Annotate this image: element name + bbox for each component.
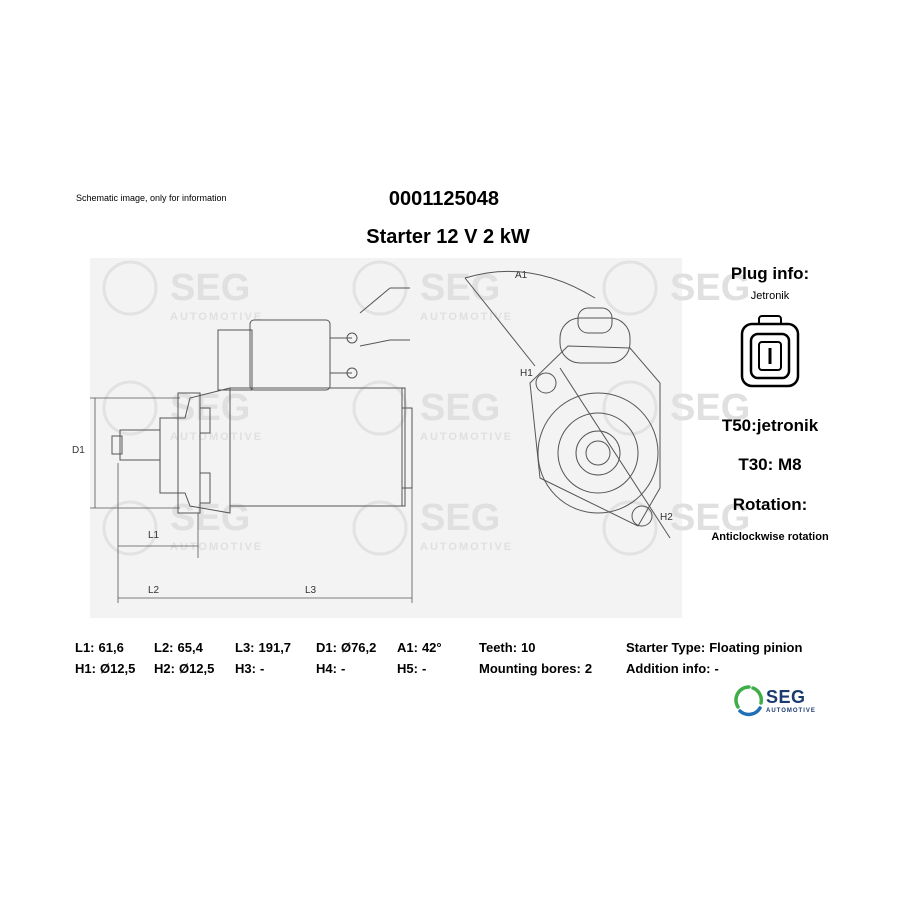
part-number (0, 188, 900, 211)
spec-mounting-bores (479, 661, 592, 676)
label-l3: L3 (305, 585, 317, 596)
spec-value: 2 (584, 661, 593, 676)
spec-value: - (340, 661, 346, 676)
label-l2: L2 (148, 585, 160, 596)
spec-label: H3: (235, 661, 256, 676)
seg-logo-icon (734, 684, 764, 718)
spec-label: L3: (235, 640, 255, 655)
spec-l1 (75, 640, 124, 655)
spec-label: A1: (397, 640, 418, 655)
spec-value: 65,4 (177, 640, 203, 655)
watermark-sub: AUTOMOTIVE (420, 541, 514, 553)
plug-info-heading: Plug info: (730, 264, 810, 283)
technical-drawing (72, 258, 751, 628)
spec-starter-type (626, 640, 802, 655)
spec-label: Mounting bores: (479, 661, 581, 676)
spec-value: Floating pinion (709, 640, 803, 655)
watermark-brand: SEG (420, 267, 501, 309)
spec-label: H2: (154, 661, 175, 676)
spec-value: 42° (421, 640, 442, 655)
watermark-brand: SEG (670, 497, 751, 539)
spec-d1 (316, 640, 376, 655)
spec-value: Ø12,5 (99, 661, 136, 676)
label-l1: L1 (148, 530, 160, 541)
spec-addition-info (626, 661, 719, 676)
watermark-sub: AUTOMOTIVE (170, 431, 264, 443)
spec-h5 (397, 661, 426, 676)
product-title (0, 226, 900, 249)
disclaimer-text: Schematic image, only for information (76, 193, 227, 203)
spec-l2 (154, 640, 203, 655)
watermark-brand: SEG (170, 497, 251, 539)
spec-label: L2: (154, 640, 174, 655)
spec-h3 (235, 661, 264, 676)
spec-value: - (259, 661, 265, 676)
watermark-sub: AUTOMOTIVE (420, 431, 514, 443)
spec-value: Ø12,5 (178, 661, 215, 676)
spec-label: L1: (75, 640, 95, 655)
spec-value: - (421, 661, 427, 676)
spec-value: Ø76,2 (340, 640, 377, 655)
spec-label: H1: (75, 661, 96, 676)
product-title-text: Starter 12 V 2 kW (366, 226, 530, 248)
spec-label: Addition info: (626, 661, 711, 676)
t50-terminal: T50:jetronik (721, 416, 819, 435)
label-h2: H2 (660, 512, 673, 523)
spec-label: Teeth: (479, 640, 518, 655)
watermark-brand: SEG (420, 497, 501, 539)
spec-a1 (397, 640, 442, 655)
spec-value: - (714, 661, 719, 676)
spec-h1 (75, 661, 135, 676)
plug-info-value: Jetronik (750, 290, 790, 302)
spec-label: Starter Type: (626, 640, 706, 655)
spec-h4 (316, 661, 345, 676)
watermark-brand: SEG (420, 387, 501, 429)
spec-value: 191,7 (258, 640, 292, 655)
spec-label: H4: (316, 661, 337, 676)
watermark-brand: SEG (170, 387, 251, 429)
spec-label: H5: (397, 661, 418, 676)
plug-connector-icon (739, 314, 801, 392)
watermark-brand: SEG (670, 267, 751, 309)
watermark-sub: AUTOMOTIVE (170, 311, 264, 323)
rotation-heading: Rotation: (732, 495, 808, 514)
logo-brand: SEG (766, 687, 806, 707)
rotation-value: Anticlockwise rotation (711, 531, 829, 543)
watermark-sub: AUTOMOTIVE (170, 541, 264, 553)
spec-h2 (154, 661, 214, 676)
watermark-brand: SEG (170, 267, 251, 309)
part-number-text: 0001125048 (388, 188, 500, 210)
watermark-brand: SEG (670, 387, 751, 429)
label-h1: H1 (520, 368, 533, 379)
spec-l3 (235, 640, 291, 655)
spec-value: 10 (521, 640, 536, 655)
label-a1: A1 (515, 270, 528, 281)
watermark-sub: AUTOMOTIVE (420, 311, 514, 323)
spec-value: 61,6 (98, 640, 124, 655)
logo-sub: AUTOMOTIVE (766, 708, 816, 714)
spec-label: D1: (316, 640, 337, 655)
spec-teeth (479, 640, 536, 655)
t30-terminal: T30: M8 (738, 455, 802, 474)
label-d1: D1 (72, 445, 85, 456)
